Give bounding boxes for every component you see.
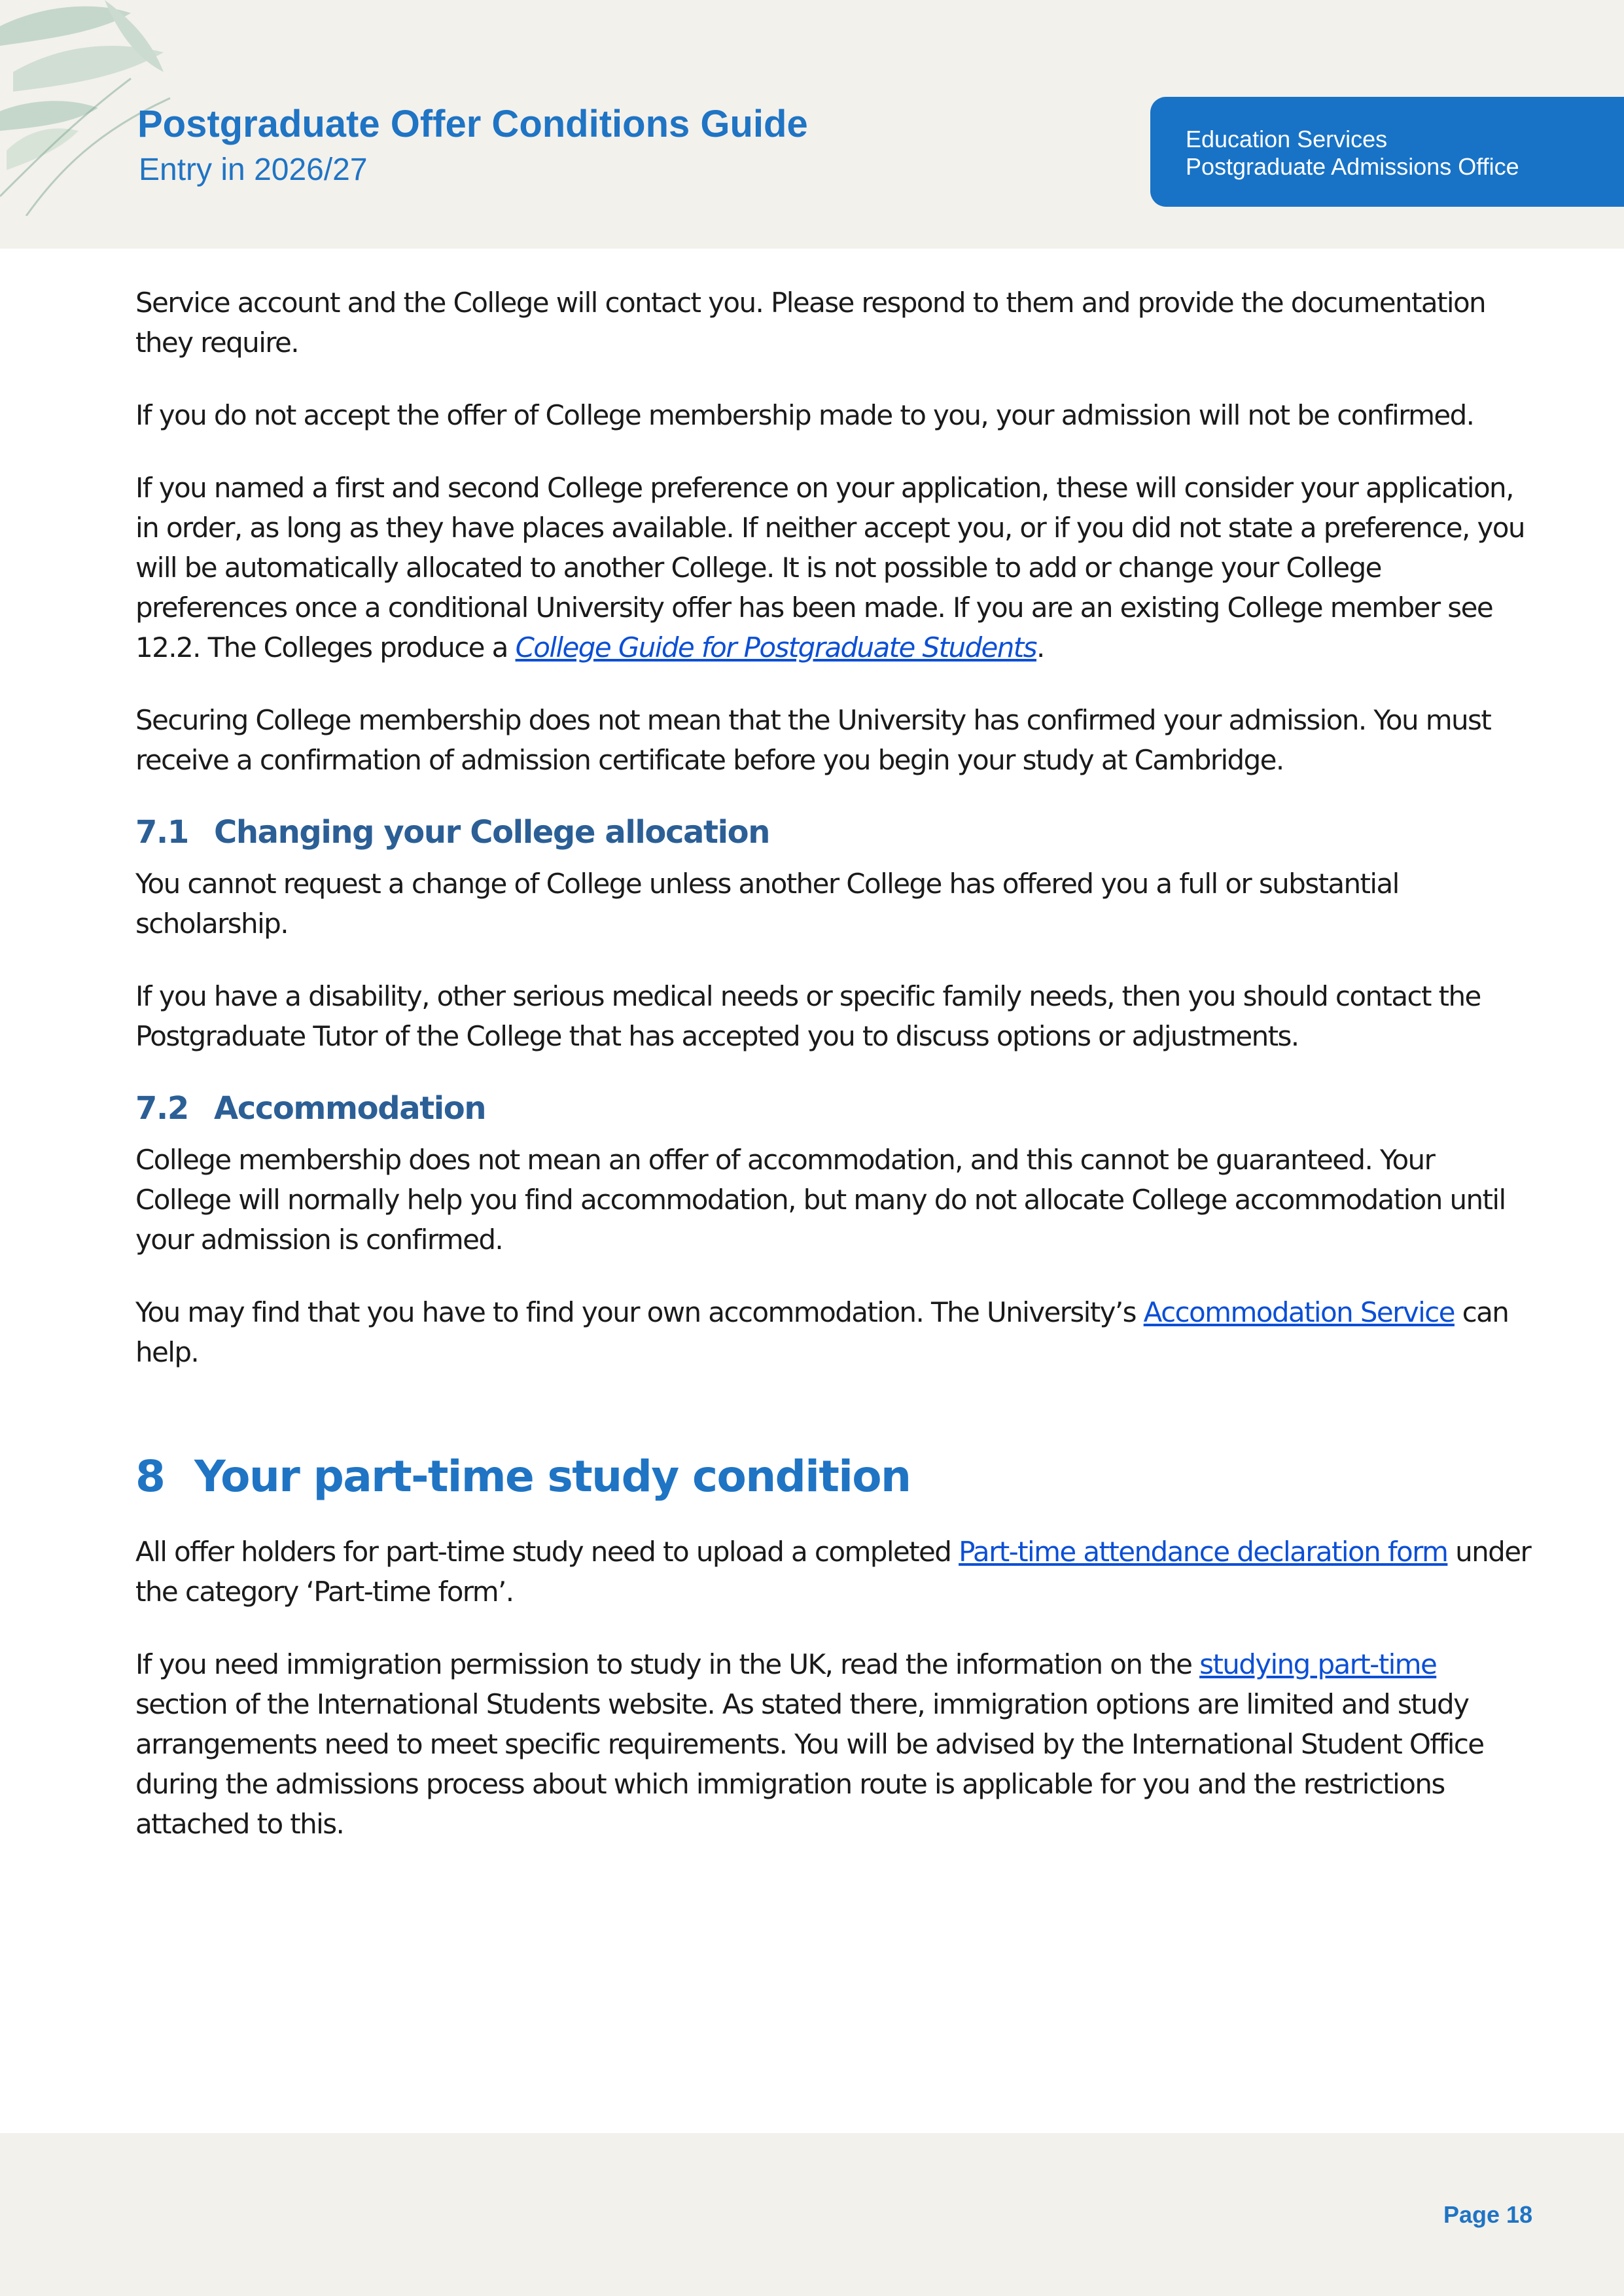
paragraph: Service account and the College will contact you. Please respond to them and provide the documentation they require.: [135, 287, 1486, 359]
part-time-form-link[interactable]: Part-time attendance declaration form: [959, 1536, 1448, 1568]
paragraph: If you do not accept the offer of College membership made to you, your admission will not be confirmed.: [135, 399, 1474, 431]
paragraph-text: If you need immigration permission to study in the UK, read the information on the: [135, 1648, 1200, 1680]
studying-part-time-link[interactable]: studying part-time: [1199, 1648, 1437, 1680]
paragraph: [135, 468, 1532, 667]
paragraph-text: All offer holders for part-time study need to upload a completed: [135, 1536, 959, 1568]
section-heading-7-1: [135, 813, 1532, 852]
paragraph-text: You may find that you have to find your own accommodation. The University’s: [135, 1296, 1144, 1328]
paragraph: College membership does not mean an offer of accommodation, and this cannot be guaranteed. Your College will normally help you find accommodation, but many do not allocate College accommodation until your admission is confirmed.: [135, 1144, 1506, 1256]
college-guide-link[interactable]: College Guide for Postgraduate Students: [515, 631, 1036, 663]
document-title: Postgraduate Offer Conditions Guide: [137, 103, 808, 145]
office-name: Postgraduate Admissions Office: [1186, 153, 1519, 180]
section-title: Your part-time study condition: [194, 1451, 911, 1502]
paragraph: If you have a disability, other serious medical needs or specific family needs, then you should contact the Postgraduate Tutor of the College that has accepted you to discuss options or adjustments.: [135, 980, 1481, 1052]
document-subtitle: Entry in 2026/27: [139, 152, 368, 187]
section-heading-8: [135, 1451, 1532, 1503]
accommodation-service-link[interactable]: Accommodation Service: [1143, 1296, 1455, 1328]
section-number: 8: [135, 1451, 165, 1502]
section-title: Changing your College allocation: [214, 814, 769, 851]
section-heading-7-2: [135, 1089, 1532, 1128]
paragraph: [135, 1292, 1532, 1372]
paragraph-text: under the category ‘Part-time form’.: [135, 1536, 1531, 1608]
page-number: Page 18: [1443, 2201, 1533, 2228]
department-name: Education Services: [1186, 126, 1388, 152]
paragraph-text: can help.: [135, 1296, 1509, 1368]
paragraph: Securing College membership does not mean that the University has confirmed your admission. You must receive a confirmation of admission certificate before you begin your study at Cambridge.: [135, 704, 1491, 776]
paragraph: [135, 1532, 1532, 1612]
paragraph: You cannot request a change of College unless another College has offered you a full or substantial scholarship.: [135, 868, 1399, 940]
section-title: Accommodation: [214, 1090, 486, 1127]
section-number: 7.2: [135, 1090, 188, 1127]
paragraph-text: If you named a first and second College preference on your application, these will consider your application, in order, as long as they have places available. If neither accept you, or if you did not state a preference, you will be automatically allocated to another College. It is not possible to add or change your College preferences once a conditional University offer has been made. If you are an existing College member see 12.2. The Colleges produce a: [135, 472, 1525, 663]
department-badge: [1150, 97, 1624, 207]
section-number: 7.1: [135, 814, 188, 851]
main-content: [135, 283, 1532, 1877]
footer-band: [0, 2133, 1624, 2296]
paragraph-text: section of the International Students website. As stated there, immigration options are limited and study arrangements need to meet specific requirements. You will be advised by the International Student Office during the admissions process about which immigration route is applicable for you and the restrictions attached to this.: [135, 1688, 1484, 1840]
paragraph-text: .: [1036, 631, 1044, 663]
paragraph: [135, 1644, 1532, 1844]
